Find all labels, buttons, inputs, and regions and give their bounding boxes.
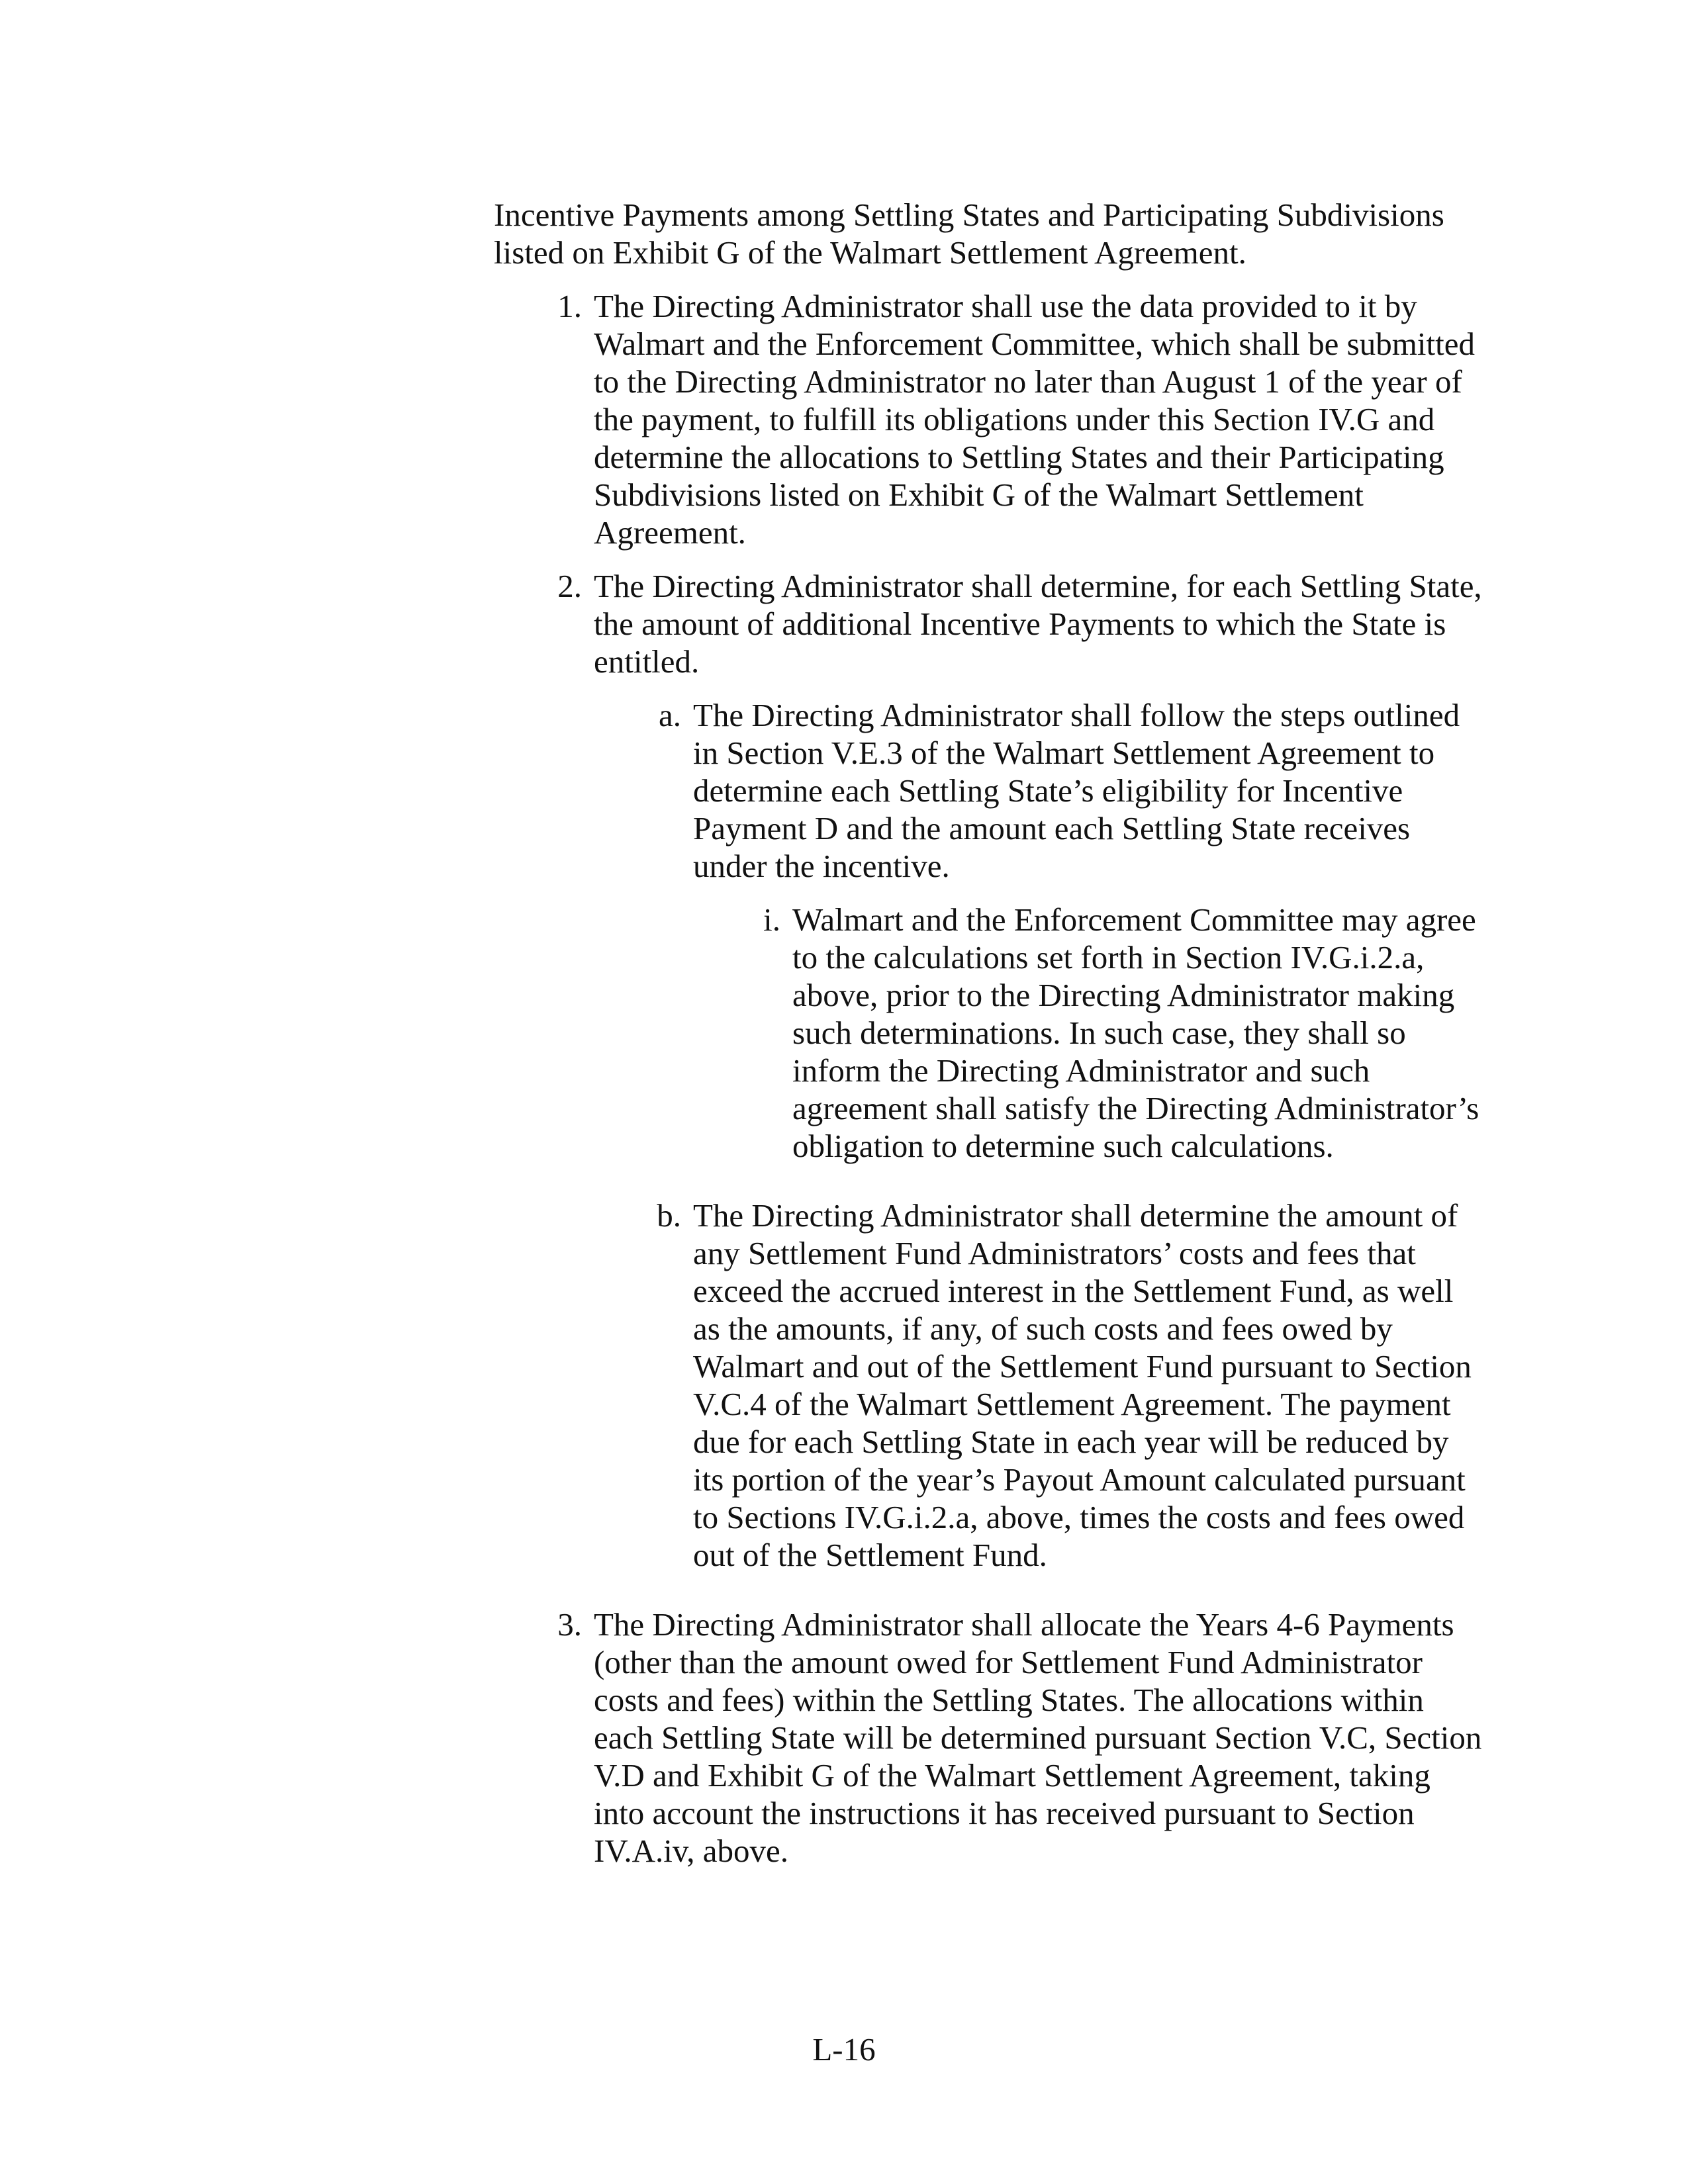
sublist-2a [693,901,1487,1165]
list-item-2b [534,1197,1487,1574]
list-item-text: Walmart and the Enforcement Committee may agree to the calculations set forth in Section IV.G.i.2.a, above, prior to the Directing Administrator making such determinations. In such case, they shall so inform the Directing Administrator and such agreement shall satisfy the Directing Administrator’s obligation to determine such calculations. [792,901,1479,1164]
sublist-2 [594,696,1487,1574]
list-marker: a. [659,697,681,733]
list-item-1 [534,287,1487,551]
list-item-3 [534,1606,1487,1870]
list-item-text: The Directing Administrator shall allocate the Years 4-6 Payments (other than the amount owed for Settlement Fund Administrator costs and fees) within the Settling States. The allocations within each Settling State will be determined pursuant Section V.C, Section V.D and Exhibit G of the Walmart Settlement Agreement, taking into account the instructions it has received pursuant to Section IV.A.iv, above. [594,1606,1482,1869]
list-item-2ai [693,901,1487,1165]
list-item-2a [534,696,1487,1181]
list-item-text: The Directing Administrator shall determine the amount of any Settlement Fund Administrators’ costs and fees that exceed the accrued interest in the Settlement Fund, as well as the amounts, if any, of such costs and fees owed by Walmart and out of the Settlement Fund pursuant to Section V.C.4 of the Walmart Settlement Agreement. The payment due for each Settling State in each year will be reduced by its portion of the year’s Payout Amount calculated pursuant to Sections IV.G.i.2.a, above, times the costs and fees owed out of the Settlement Fund. [693,1197,1472,1573]
list-marker: 3. [557,1606,582,1643]
intro-paragraph: Incentive Payments among Settling States and Participating Subdivisions listed on Exhibit G of the Walmart Settlement Agreement. [494,197,1444,271]
list-item-2 [534,567,1487,1590]
list-marker: b. [657,1197,681,1234]
list-marker: i. [763,901,780,938]
list-item-text: The Directing Administrator shall use the data provided to it by Walmart and the Enforcement Committee, which shall be submitted to the Directing Administrator no later than August 1 of the year of the payment, to fulfill its obligations under this Section IV.G and determine the allocations to Settling States and their Participating Subdivisions listed on Exhibit G of the Walmart Settlement Agreement. [594,288,1475,551]
list-item-text: The Directing Administrator shall follow the steps outlined in Section V.E.3 of the Walmart Settlement Agreement to determine each Settling State’s eligibility for Incentive Payment D and the amount each Settling State receives under the incentive. [693,697,1460,884]
body-text [494,196,1487,1886]
list-marker: 2. [557,568,582,604]
page-number: L-16 [812,2031,876,2068]
list-marker: 1. [557,288,582,324]
list-item-text: The Directing Administrator shall determine, for each Settling State, the amount of additional Incentive Payments to which the State is entitled. [594,568,1482,680]
